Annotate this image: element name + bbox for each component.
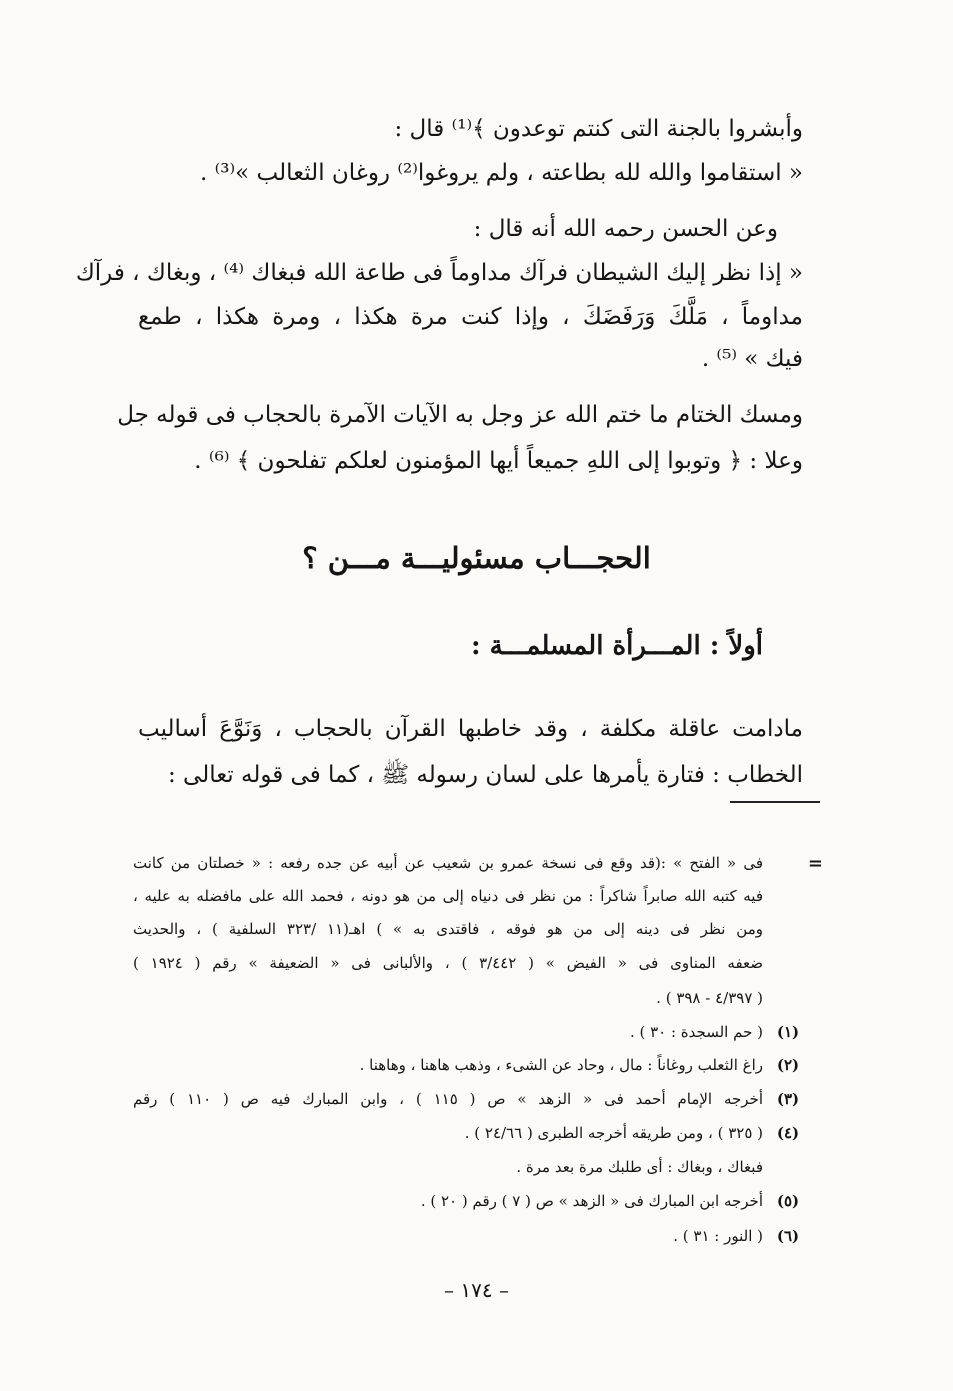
footnote-cont-line-3: ومن نظر فى دينه إلى من هو فوقه ، فاقتدى به » ) اهـ(١١ /٣٢٣ السلفية ) ، والحديث bbox=[133, 920, 764, 938]
section-heading: الحجـــاب مسئوليـــة مـــن ؟ bbox=[302, 541, 651, 575]
body-line-6: فيك » ⁽⁵⁾ . bbox=[701, 346, 803, 372]
footnote-number-5: (٥) bbox=[776, 1192, 800, 1210]
footnote-text-5: أخرجه ابن المبارك فى « الزهد » ص ( ٧ ) رقم ( ٢٠ ) . bbox=[420, 1192, 763, 1210]
footnote-cont-line-1: فى « الفتح » :(قد وقع فى نسخة عمرو بن شعيب عن أبيه عن جده رفعه : « خصلتان من كانت bbox=[133, 854, 763, 872]
footnote-text-6: ( النور : ٣١ ) . bbox=[673, 1227, 763, 1245]
body-line-2: « استقاموا والله لله بطاعته ، ولم يروغوا⁽²⁾ روغان الثعالب »⁽³⁾ . bbox=[200, 160, 803, 186]
paragraph-line-2: الخطاب : فتارة يأمرها على لسان رسوله ﷺ ، كما فى قوله تعالى : bbox=[167, 762, 803, 788]
body-line-8: وعلا : ﴿ وتوبوا إلى اللهِ جميعاً أيها المؤمنون لعلكم تفلحون ﴾ ⁽⁶⁾ . bbox=[194, 448, 803, 474]
body-line-3: وعن الحسن رحمه الله أنه قال : bbox=[473, 216, 778, 242]
body-line-5: مداوماً ، مَلَّكَ وَرَفَضَكَ ، وإذا كنت مرة هكذا ، ومرة هكذا ، طمع bbox=[138, 304, 803, 330]
footnote-number-4: (٤) bbox=[776, 1124, 800, 1142]
footnote-cont-line-5: ( ٤/٣٩٧ - ٣٩٨ ) . bbox=[656, 989, 763, 1007]
body-line-1: وأبشروا بالجنة التى كنتم توعدون ﴾⁽¹⁾ قال : bbox=[394, 116, 803, 142]
footnote-number-6: (٦) bbox=[776, 1227, 800, 1245]
body-line-7: ومسك الختام ما ختم الله عز وجل به الآيات الآمرة بالحجاب فى قوله جل bbox=[117, 402, 803, 428]
footnote-cont-line-4: ضعفه المناوى فى « الفيض » ( ٣/٤٤٢ ) ، والألبانى فى « الضعيفة » رقم ( ١٩٢٤ ) bbox=[133, 954, 764, 972]
section-subheading: أولاً : المـــرأة المسلمـــة : bbox=[470, 631, 763, 661]
footnote-number-1: (١) bbox=[776, 1023, 800, 1041]
footnote-number-2: (٢) bbox=[776, 1056, 800, 1074]
continuation-mark: = bbox=[807, 853, 823, 874]
footnote-separator bbox=[730, 801, 820, 803]
footnote-text-2: راغ الثعلب روغاناً : مال ، وحاد عن الشىء ، وذهب هاهنا ، وهاهنا . bbox=[359, 1056, 763, 1074]
body-line-4: « إذا نظر إليك الشيطان فرآك مداوماً فى طاعة الله فبغاك ⁽⁴⁾ ، وبغاك ، فرآك bbox=[75, 260, 803, 286]
footnote-cont-line-2: فيه كتبه الله صابراً شاكراً : من نظر فى دنياه إلى من هو دونه ، فحمد الله على مافضله به عليه ، bbox=[133, 887, 763, 905]
footnote-number-3: (٣) bbox=[776, 1090, 800, 1108]
footnote-text-1: ( حم السجدة : ٣٠ ) . bbox=[629, 1023, 763, 1041]
footnote-text-4b: فبغاك ، وبغاك : أى طلبك مرة بعد مرة . bbox=[516, 1158, 763, 1176]
paragraph-line-1: مادامت عاقلة مكلفة ، وقد خاطبها القرآن بالحجاب ، وَنَوَّعَ أساليب bbox=[138, 716, 803, 742]
footnote-text-4a: ( ٣٢٥ ) ، ومن طريقه أخرجه الطبرى ( ٢٤/٦٦ ) . bbox=[464, 1124, 763, 1142]
footnote-text-3: أخرجه الإمام أحمد فى « الزهد » ص ( ١١٥ ) ، وابن المبارك فيه ص ( ١١٠ ) رقم bbox=[133, 1090, 763, 1108]
page-number: – ١٧٤ – bbox=[444, 1278, 509, 1302]
